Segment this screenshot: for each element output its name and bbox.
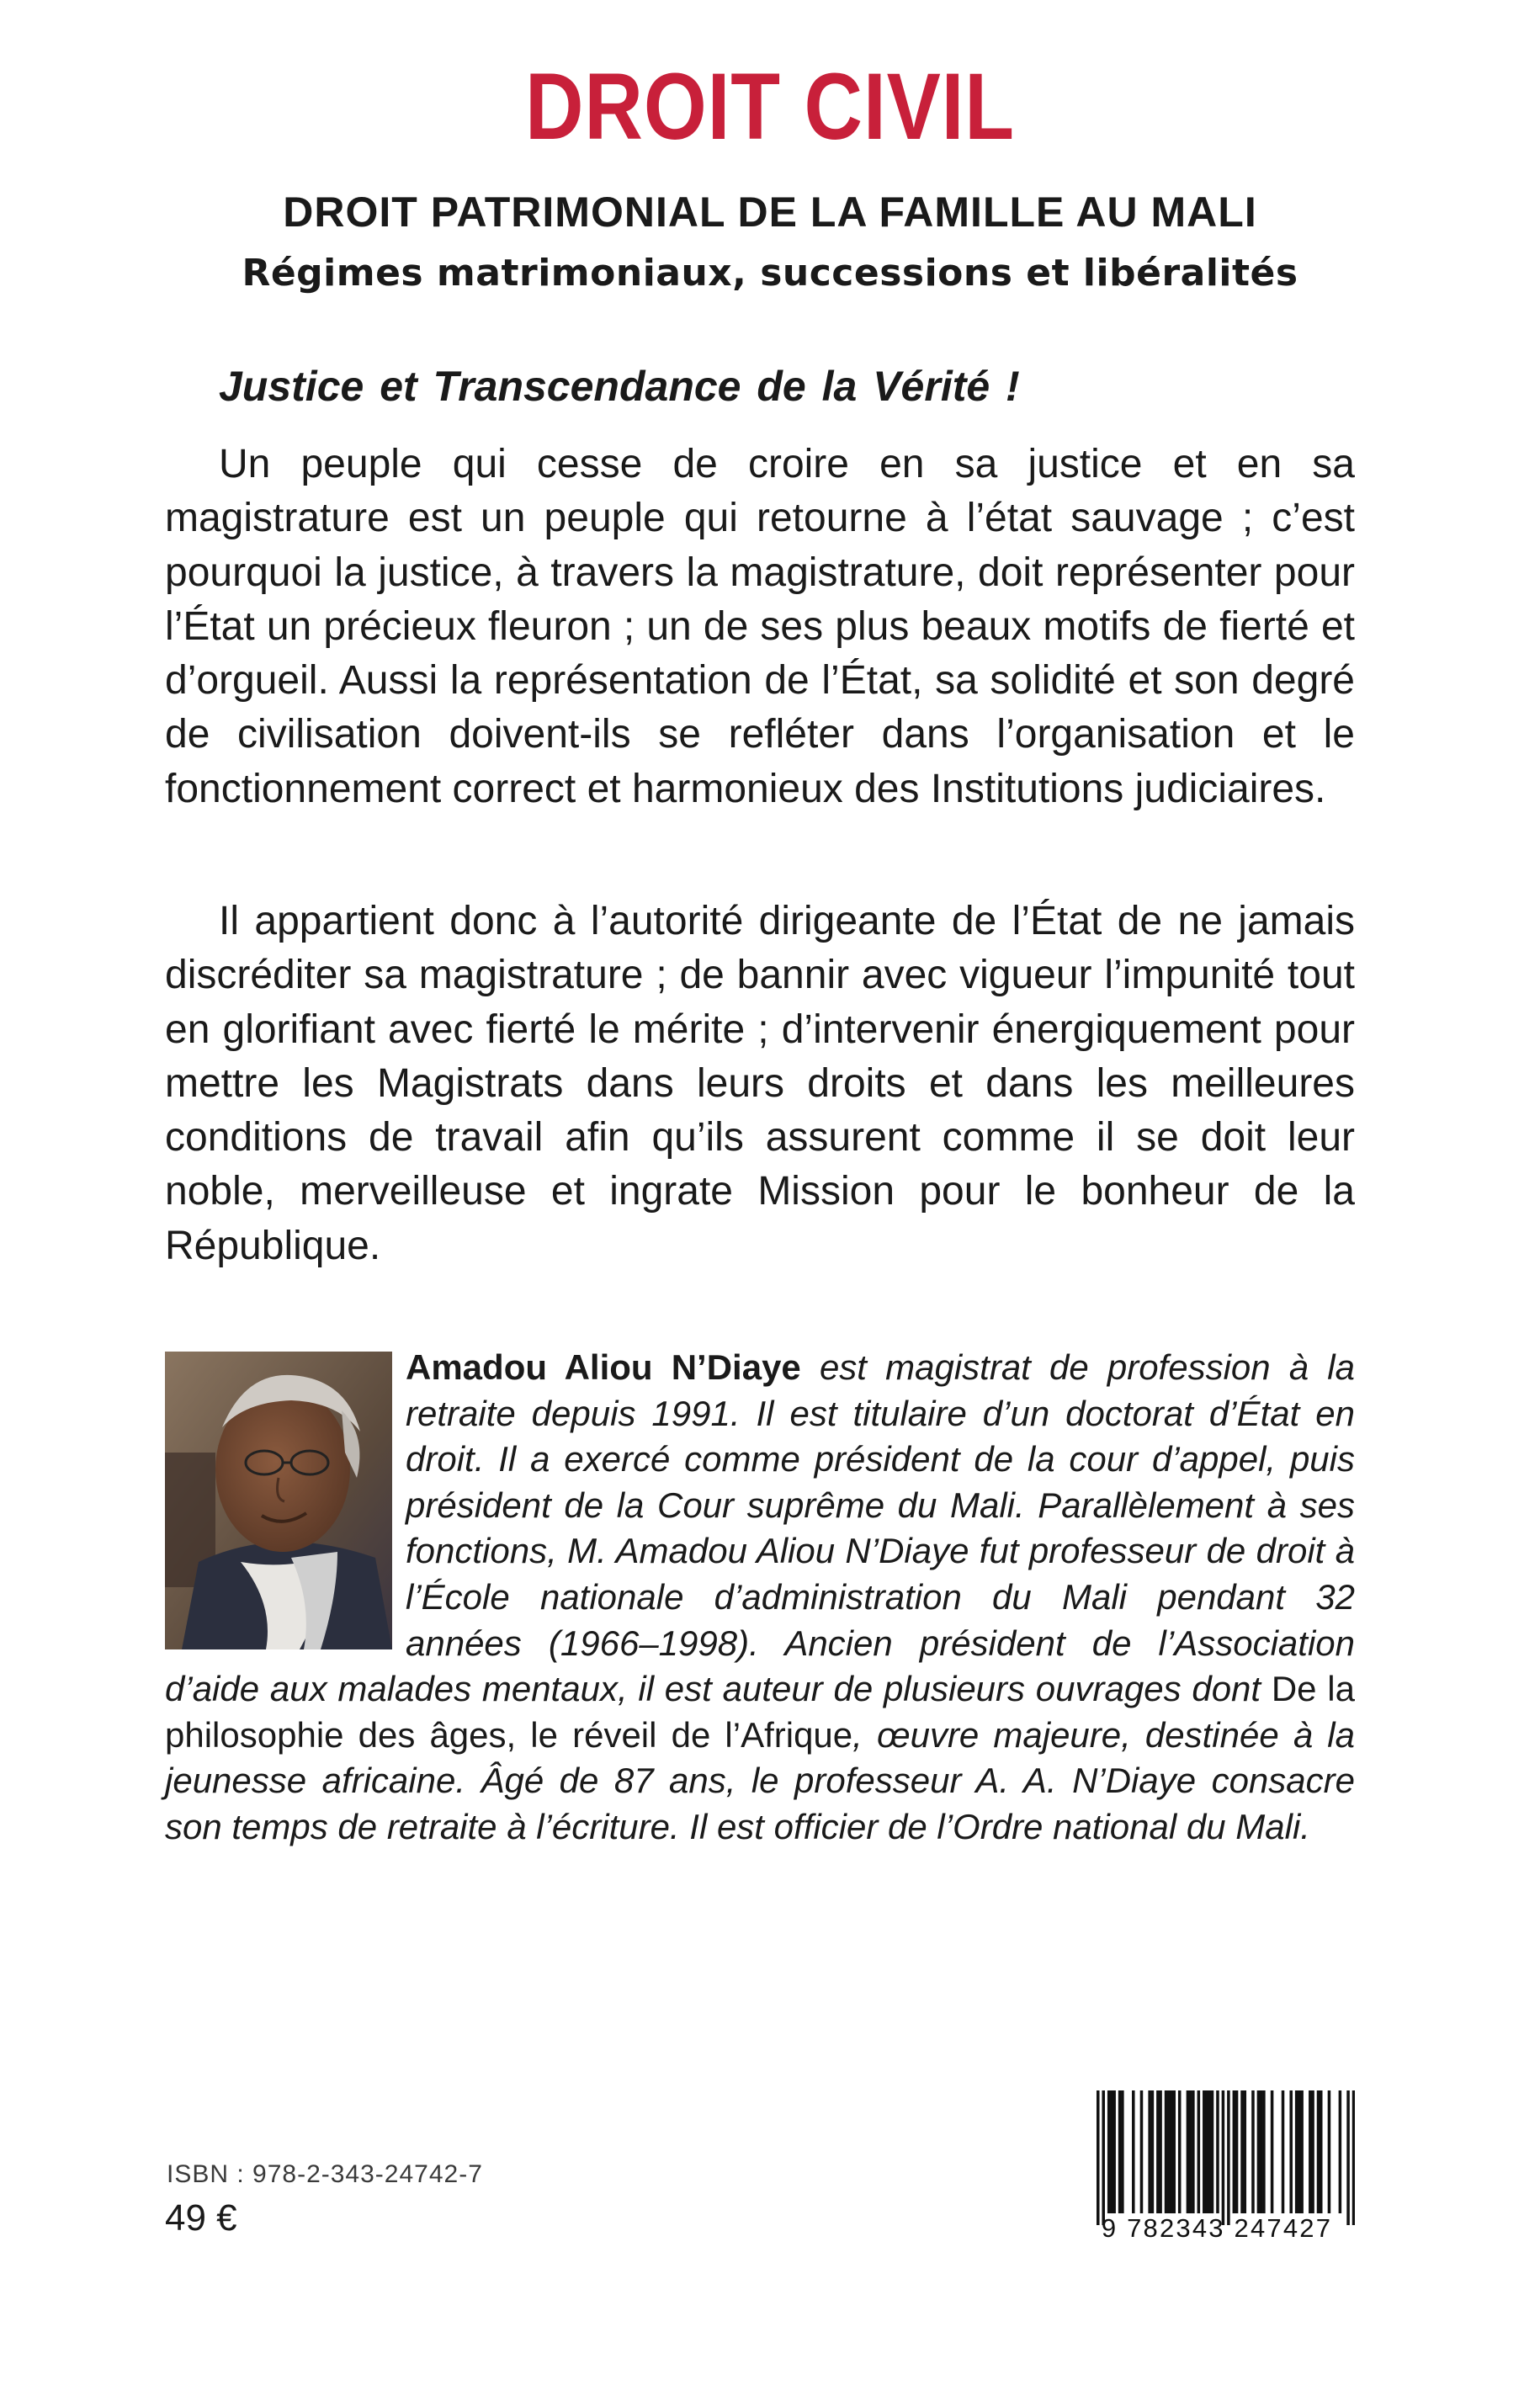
- author-name: Amadou Aliou N’Diaye: [406, 1347, 801, 1387]
- barcode-bar: [1132, 2090, 1135, 2213]
- barcode-bar: [1159, 2090, 1162, 2213]
- barcode-bar: [1113, 2090, 1116, 2213]
- barcode-bar: [1320, 2090, 1323, 2213]
- barcode-bar: [1262, 2090, 1266, 2213]
- photo-spacer: [165, 1345, 406, 1665]
- tagline: Justice et Transcendance de la Vérité !: [219, 363, 1020, 410]
- barcode-bar: [1148, 2090, 1151, 2213]
- barcode-bar: [1309, 2090, 1312, 2213]
- barcode-bar: [1203, 2090, 1206, 2213]
- barcode-bar: [1317, 2090, 1320, 2213]
- barcode-bar: [1240, 2090, 1244, 2213]
- barcode-bar: [1328, 2090, 1331, 2213]
- barcode-bar: [1097, 2090, 1100, 2225]
- barcode-bar: [1339, 2090, 1342, 2213]
- bio-text-part-2: , œuvre majeure, destinée à la jeunesse africaine. Âgé de 87 ans, le professeur A. A. N’Diaye consacre son temps de retraite à l’écriture. Il est officier de l’Ordre national du Mali.: [165, 1714, 1355, 1846]
- barcode-bar: [1165, 2090, 1168, 2213]
- barcode-bar: [1216, 2090, 1219, 2213]
- barcode-bar: [1102, 2090, 1105, 2225]
- barcode-bar: [1170, 2090, 1173, 2213]
- barcode-bar: [1208, 2090, 1211, 2213]
- body-paragraph-1: Un peuple qui cesse de croire en sa justice et en sa magistrature est un peuple qui retourne à l’état sauvage ; c’est pourquoi la justice, à travers la magistrature, doit représenter pour l’État un précieux fleuron ; un de ses plus beaux motifs de fierté et d’orgueil. Aussi la représentation de l’État, sa solidité et son degré de civilisation doivent-ils se refléter dans l’organisation et le fonctionnement correct et harmonieux des Institutions judiciaires.: [165, 442, 1355, 811]
- subtitle-line-1: DROIT PATRIMONIAL DE LA FAMILLE AU MALI: [283, 189, 1257, 236]
- barcode-bar: [1346, 2090, 1350, 2225]
- barcode-bar: [1271, 2090, 1274, 2213]
- barcode-bar: [1211, 2090, 1214, 2213]
- barcode-bar: [1233, 2090, 1236, 2213]
- author-bio: [165, 1345, 1355, 1851]
- barcode-bar: [1251, 2090, 1255, 2213]
- barcode-bar: [1352, 2090, 1355, 2225]
- book-reference: De la philosophie des âges, le réveil de l’Afrique: [165, 1669, 1355, 1755]
- barcode-bar: [1156, 2090, 1160, 2213]
- barcode-bar: [1140, 2090, 1144, 2213]
- barcode-bar: [1260, 2090, 1263, 2213]
- book-title: DROIT CIVIL: [524, 54, 1016, 159]
- subtitle-line-2: Régimes matrimoniaux, successions et libéralités: [242, 252, 1298, 295]
- barcode-bar: [1300, 2090, 1304, 2213]
- barcode-bar: [1311, 2090, 1314, 2213]
- barcode-bar: [1178, 2090, 1182, 2213]
- barcode-bar: [1289, 2090, 1293, 2213]
- barcode: [1097, 2090, 1355, 2225]
- barcode-bar: [1222, 2090, 1225, 2225]
- barcode-bar: [1205, 2090, 1208, 2213]
- barcode-bar: [1227, 2090, 1230, 2225]
- barcode-bar: [1151, 2090, 1155, 2213]
- barcode-bar: [1187, 2090, 1190, 2213]
- barcode-bar: [1244, 2090, 1247, 2213]
- barcode-bar: [1189, 2090, 1192, 2213]
- barcode-bar: [1192, 2090, 1195, 2213]
- barcode-digits: 9 782343 247427: [1101, 2213, 1333, 2243]
- barcode-bar: [1172, 2090, 1176, 2213]
- barcode-bar: [1235, 2090, 1239, 2213]
- barcode-bar: [1167, 2090, 1171, 2213]
- barcode-bar: [1121, 2090, 1124, 2213]
- bio-text-part-1: est magistrat de profession à la retraite depuis 1991. Il est titulaire d’un doctorat d’État en droit. Il a exercé comme président de la cour d’appel, puis président de la Cour suprême du Mali. Parallèlement à ses fonctions, M. Amadou Aliou N’Diaye fut professeur de droit à l’École nationale d’administration du Mali pendant 32 années (1966–1998). Ancien président de l’Association d’aide aux malades mentaux, il est auteur de plusieurs ouvrages dont: [165, 1347, 1355, 1709]
- barcode-bar: [1197, 2090, 1201, 2213]
- barcode-bar: [1295, 2090, 1298, 2213]
- barcode-bar: [1282, 2090, 1285, 2213]
- barcode-bar: [1110, 2090, 1113, 2213]
- barcode-bar: [1107, 2090, 1111, 2213]
- price-label: 49 €: [165, 2197, 237, 2239]
- barcode-bar: [1257, 2090, 1261, 2213]
- body-paragraph-2: Il appartient donc à l’autorité dirigeante de l’État de ne jamais discréditer sa magistrature ; de bannir avec vigueur l’impunité tout en glorifiant avec fierté le mérite ; d’intervenir énergiquement pour mettre les Magistrats dans leurs droits et dans les meilleures conditions de travail afin qu’ils assurent comme il se doit leur noble, merveilleuse et ingrate Mission pour le bonheur de la République.: [165, 899, 1355, 1268]
- barcode-bar: [1298, 2090, 1301, 2213]
- barcode-bar: [1118, 2090, 1122, 2213]
- isbn-label: ISBN : 978-2-343-24742-7: [167, 2160, 483, 2188]
